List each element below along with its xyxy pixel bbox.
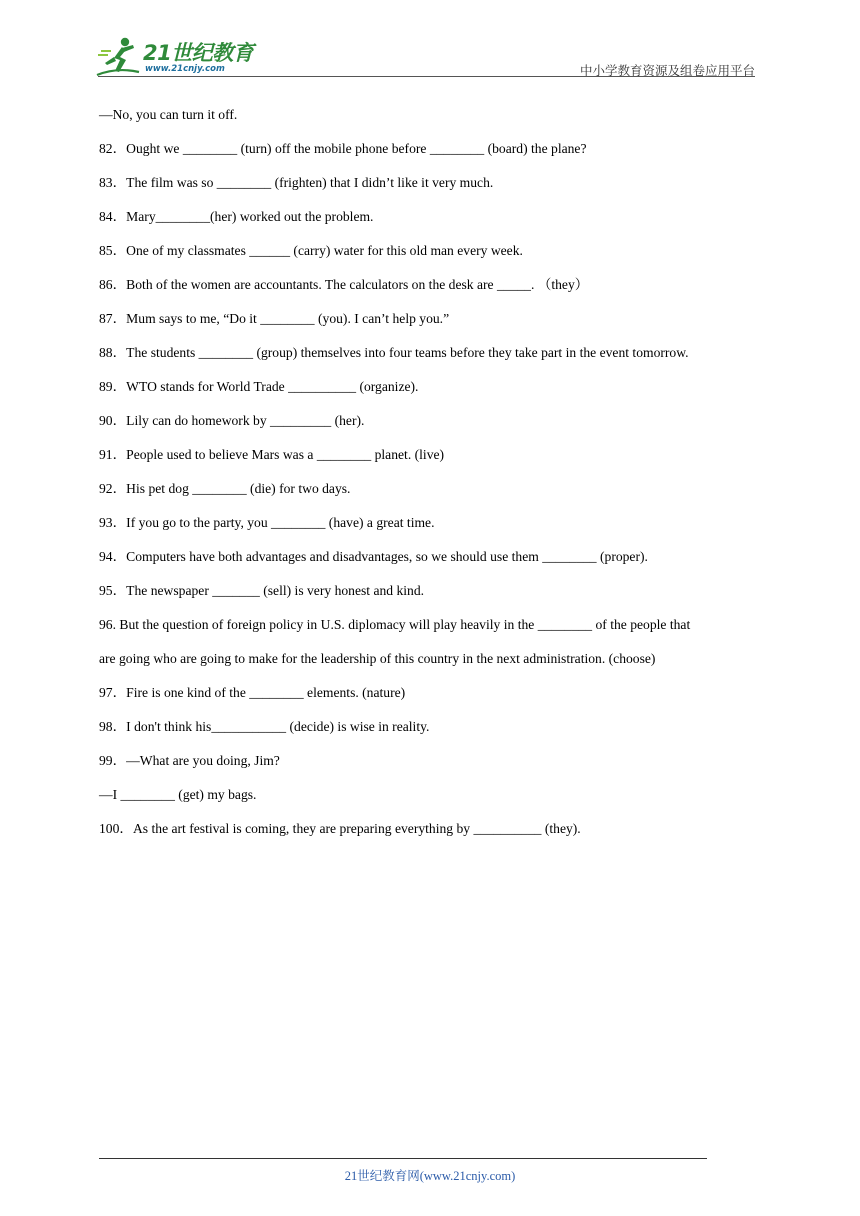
exercise-line: 88．The students ________ (group) themselves into four teams before they take part in the event tomorrow.: [99, 345, 689, 360]
exercise-line: 98．I don't think his___________ (decide) is wise in reality.: [99, 719, 430, 734]
exercise-line: 100．As the art festival is coming, they are preparing everything by __________ (they).: [99, 821, 581, 836]
exercise-line: 90．Lily can do homework by _________ (her).: [99, 413, 365, 428]
exercise-line: 96. But the question of foreign policy in U.S. diplomacy will play heavily in the ________ of the people that: [99, 617, 691, 632]
brand-block: [143, 42, 253, 74]
exercise-line: 85．One of my classmates ______ (carry) water for this old man every week.: [99, 243, 523, 258]
exercise-line: are going who are going to make for the leadership of this country in the next administration. (choose): [99, 651, 656, 666]
exercise-line: 91．People used to believe Mars was a ________ planet. (live): [99, 447, 445, 462]
exercise-line: 84．Mary________(her) worked out the problem.: [99, 209, 374, 224]
exercise-line: —No, you can turn it off.: [99, 107, 238, 122]
exercise-line: 97．Fire is one kind of the ________ elements. (nature): [99, 685, 406, 700]
exercise-line: 95．The newspaper _______ (sell) is very honest and kind.: [99, 583, 425, 598]
exercise-line: 87．Mum says to me, “Do it ________ (you). I can’t help you.”: [99, 311, 450, 326]
brand-name: 21世纪教育: [143, 41, 254, 65]
exercise-line: —I ________ (get) my bags.: [99, 787, 257, 802]
exercise-line: 99．—What are you doing, Jim?: [99, 753, 280, 768]
exercise-content: [99, 106, 764, 854]
footer-link[interactable]: 21世纪教育网(www.21cnjy.com): [344, 1169, 516, 1183]
exercise-line: 82．Ought we ________ (turn) off the mobile phone before ________ (board) the plane?: [99, 141, 587, 156]
exercise-line: 89．WTO stands for World Trade __________ (organize).: [99, 379, 419, 394]
exercise-line: 92．His pet dog ________ (die) for two days.: [99, 481, 351, 496]
footer-divider: [99, 1158, 707, 1159]
exercise-line: 83．The film was so ________ (frighten) that I didn’t like it very much.: [99, 175, 494, 190]
exercise-line: 94．Computers have both advantages and disadvantages, so we should use them ________ (proper).: [99, 549, 648, 564]
runner-logo-icon: [95, 36, 145, 78]
exercise-line: 86．Both of the women are accountants. The calculators on the desk are _____. （they）: [99, 277, 589, 292]
header-divider: [98, 76, 755, 77]
brand-url: www.21cnjy.com: [145, 64, 225, 74]
header-tagline: 中小学教育资源及组卷应用平台: [579, 63, 755, 78]
exercise-line: 93．If you go to the party, you ________ (have) a great time.: [99, 515, 435, 530]
